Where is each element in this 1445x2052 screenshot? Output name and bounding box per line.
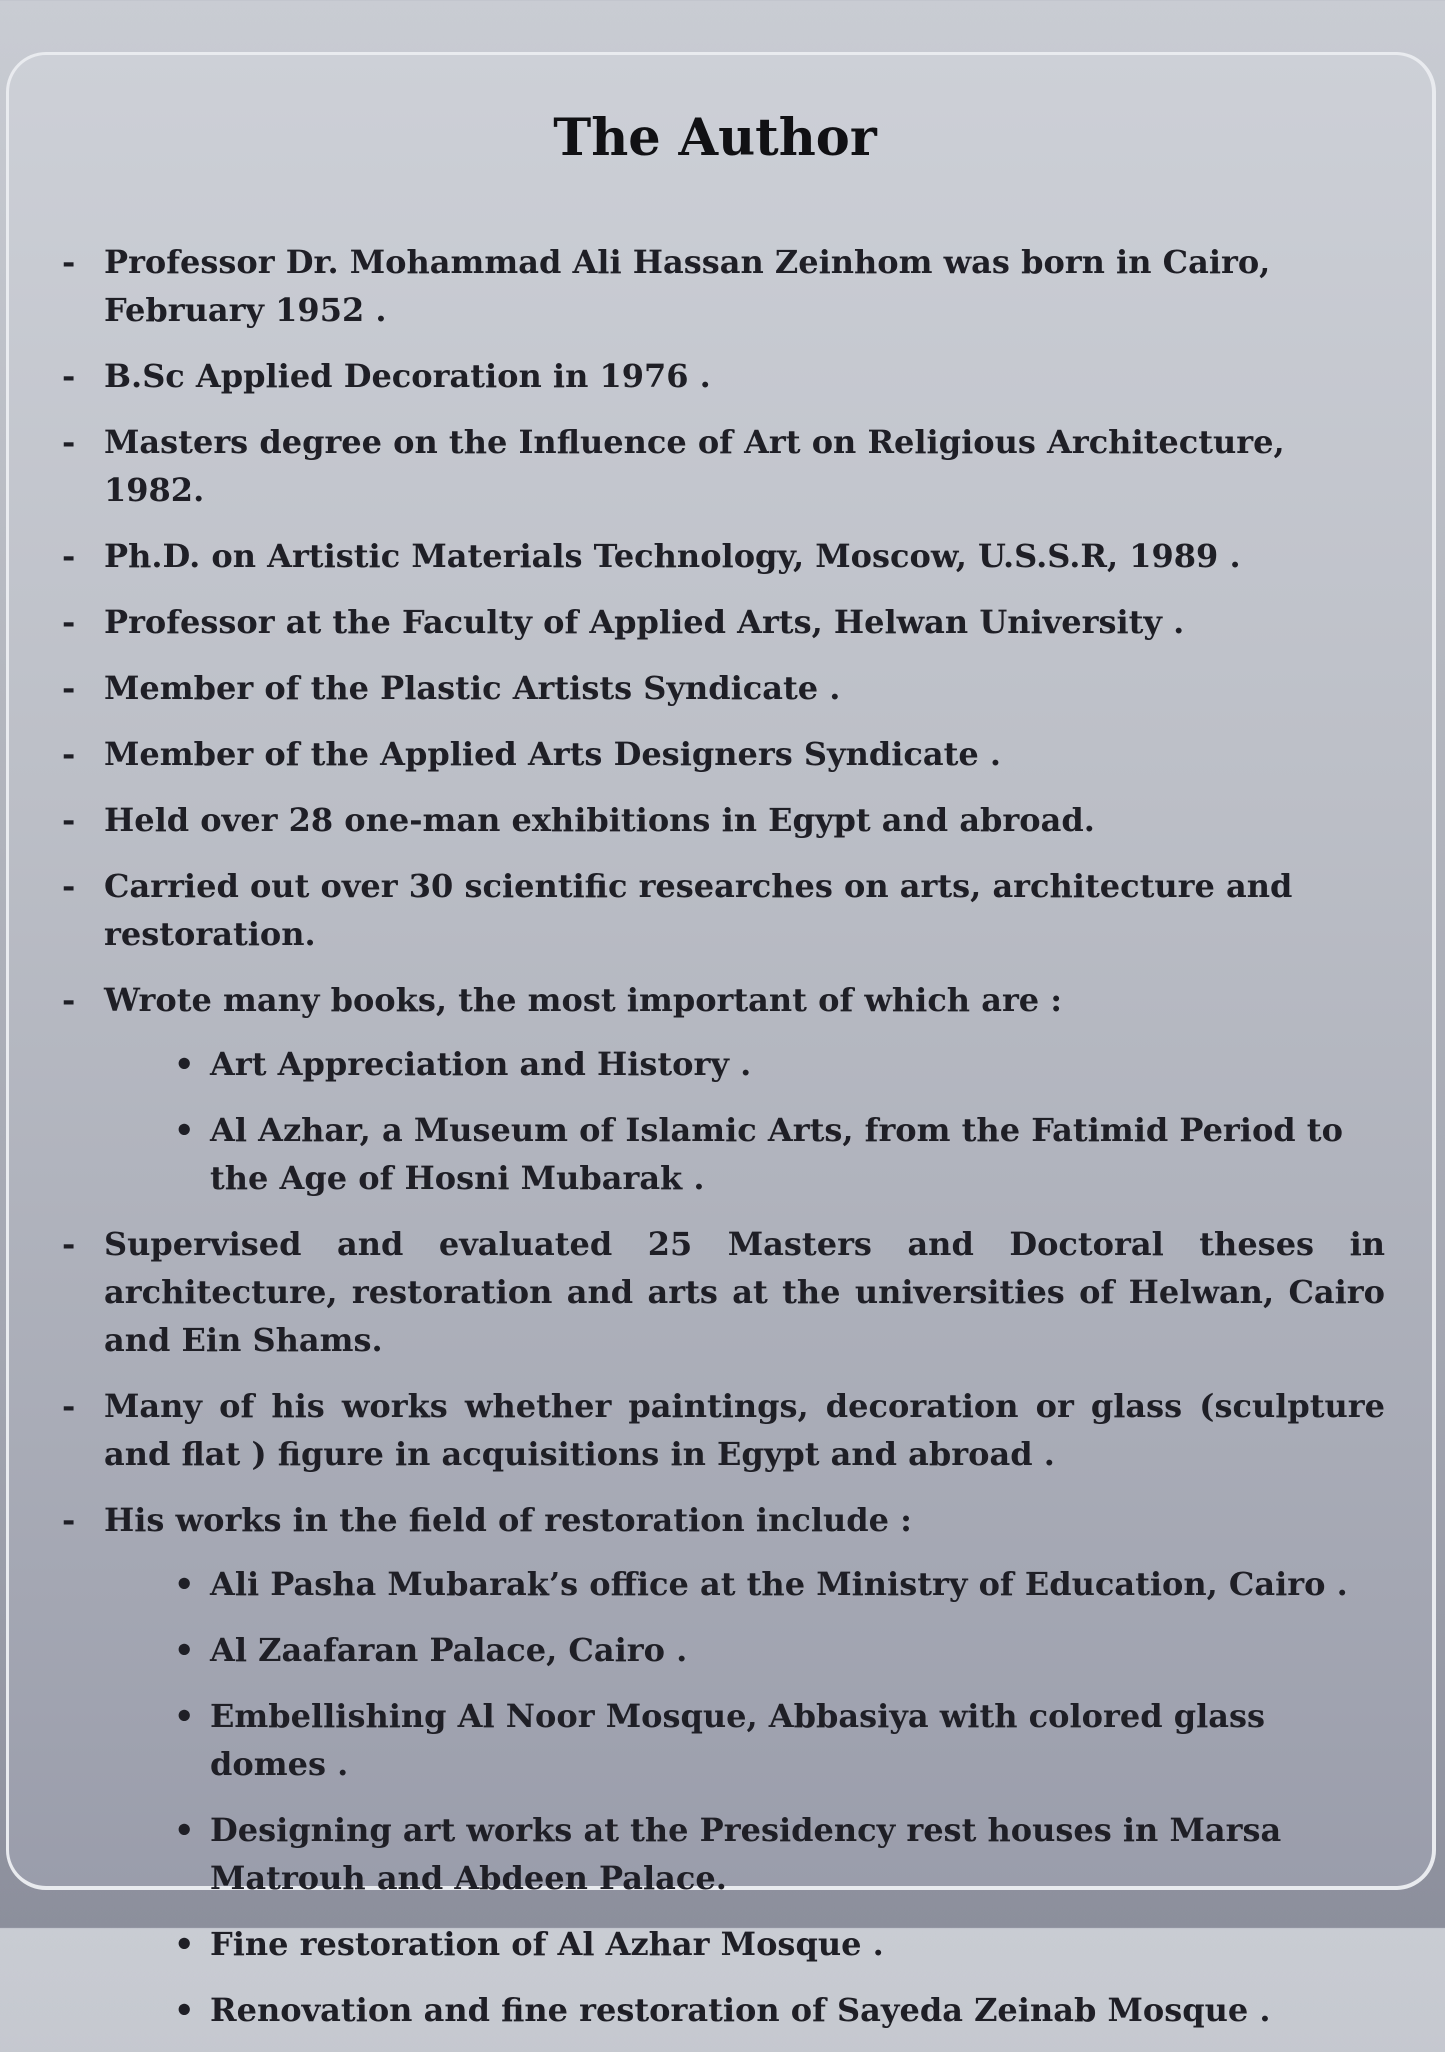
list-item xyxy=(0,976,1445,1202)
list-item xyxy=(0,418,1445,514)
list-item xyxy=(0,598,1445,646)
dash-marker: - xyxy=(62,801,76,839)
dash-marker: - xyxy=(62,669,76,707)
dash-marker: - xyxy=(62,1501,76,1539)
list-item xyxy=(0,796,1445,844)
dash-marker: - xyxy=(62,981,76,1019)
dash-marker: - xyxy=(62,735,76,773)
restoration-text: Designing art works at the Presidency rest houses in Marsa Matrouh and Abdeen Palace. xyxy=(210,1811,1282,1897)
list-item xyxy=(0,730,1445,778)
restoration-text: Al Zaafaran Palace, Cairo . xyxy=(210,1631,688,1669)
bio-item-text: Many of his works whether paintings, decoration or glass (sculpture and flat ) figure in acquisitions in Egypt and abroad . xyxy=(104,1387,1385,1473)
restoration-text: Fine restoration of Al Azhar Mosque . xyxy=(210,1925,884,1963)
list-item xyxy=(0,238,1445,334)
restoration-item xyxy=(102,1920,1385,1968)
dash-marker: - xyxy=(62,423,76,461)
list-item xyxy=(0,664,1445,712)
restoration-text: Renovation and fine restoration of Sayeda Zeinab Mosque . xyxy=(210,1991,1271,2029)
list-item xyxy=(0,1220,1445,1364)
dash-marker: - xyxy=(62,603,76,641)
bio-item-text: Ph.D. on Artistic Materials Technology, Moscow, U.S.S.R, 1989 . xyxy=(104,537,1241,575)
bullet-marker: • xyxy=(174,1697,195,1735)
book-title: Art Appreciation and History . xyxy=(210,1045,752,1083)
restoration-item xyxy=(102,1692,1385,1788)
restoration-item xyxy=(102,1626,1385,1674)
bio-item-text: Member of the Plastic Artists Syndicate . xyxy=(104,669,841,707)
bio-item-text: Professor at the Faculty of Applied Arts, Helwan University . xyxy=(104,603,1185,641)
bio-item-text: Member of the Applied Arts Designers Syndicate . xyxy=(104,735,1001,773)
restoration-item xyxy=(102,1986,1385,2034)
bio-item-text: B.Sc Applied Decoration in 1976 . xyxy=(104,357,711,395)
dash-marker: - xyxy=(62,1225,76,1263)
bio-list xyxy=(0,238,1445,2052)
restoration-text: Embellishing Al Noor Mosque, Abbasiya with colored glass domes . xyxy=(210,1697,1265,1783)
bullet-marker: • xyxy=(174,1111,195,1149)
bullet-marker: • xyxy=(174,1991,195,2029)
list-item xyxy=(0,862,1445,958)
list-item xyxy=(0,352,1445,400)
bio-item-text: Carried out over 30 scientific researches on arts, architecture and restoration. xyxy=(104,867,1293,953)
restoration-item xyxy=(102,1806,1385,1902)
book-item xyxy=(102,1106,1385,1202)
bio-item-text: Masters degree on the Influence of Art on Religious Architecture, 1982. xyxy=(104,423,1285,509)
dash-marker: - xyxy=(62,1387,76,1425)
page-title: The Author xyxy=(553,108,877,168)
book-title: Al Azhar, a Museum of Islamic Arts, from the Fatimid Period to the Age of Hosni Mubarak . xyxy=(210,1111,1343,1197)
bio-item-text: His works in the field of restoration include : xyxy=(104,1501,912,1539)
list-item xyxy=(0,532,1445,580)
dash-marker: - xyxy=(62,243,76,281)
bullet-marker: • xyxy=(174,1925,195,1963)
restoration-works-list xyxy=(104,1560,1385,2034)
bullet-marker: • xyxy=(174,1565,195,1603)
list-item xyxy=(0,1382,1445,1478)
bio-item-text: Professor Dr. Mohammad Ali Hassan Zeinhom was born in Cairo, February 1952 . xyxy=(104,243,1271,329)
bullet-marker: • xyxy=(174,1045,195,1083)
bullet-marker: • xyxy=(174,1631,195,1669)
dash-marker: - xyxy=(62,537,76,575)
bullet-marker: • xyxy=(174,1811,195,1849)
restoration-text: Ali Pasha Mubarak’s office at the Ministry of Education, Cairo . xyxy=(210,1565,1348,1603)
dash-marker: - xyxy=(62,867,76,905)
restoration-item xyxy=(102,1560,1385,1608)
bio-item-text: Wrote many books, the most important of which are : xyxy=(104,981,1063,1019)
bio-item-text: Held over 28 one-man exhibitions in Egypt and abroad. xyxy=(104,801,1095,839)
books-list xyxy=(104,1040,1385,1202)
dash-marker: - xyxy=(62,357,76,395)
bio-item-text: Supervised and evaluated 25 Masters and Doctoral theses in architecture, restoration and arts at the universities of Helwan, Cairo and Ein Shams. xyxy=(104,1225,1385,1359)
list-item xyxy=(0,1496,1445,2034)
book-item xyxy=(102,1040,1385,1088)
